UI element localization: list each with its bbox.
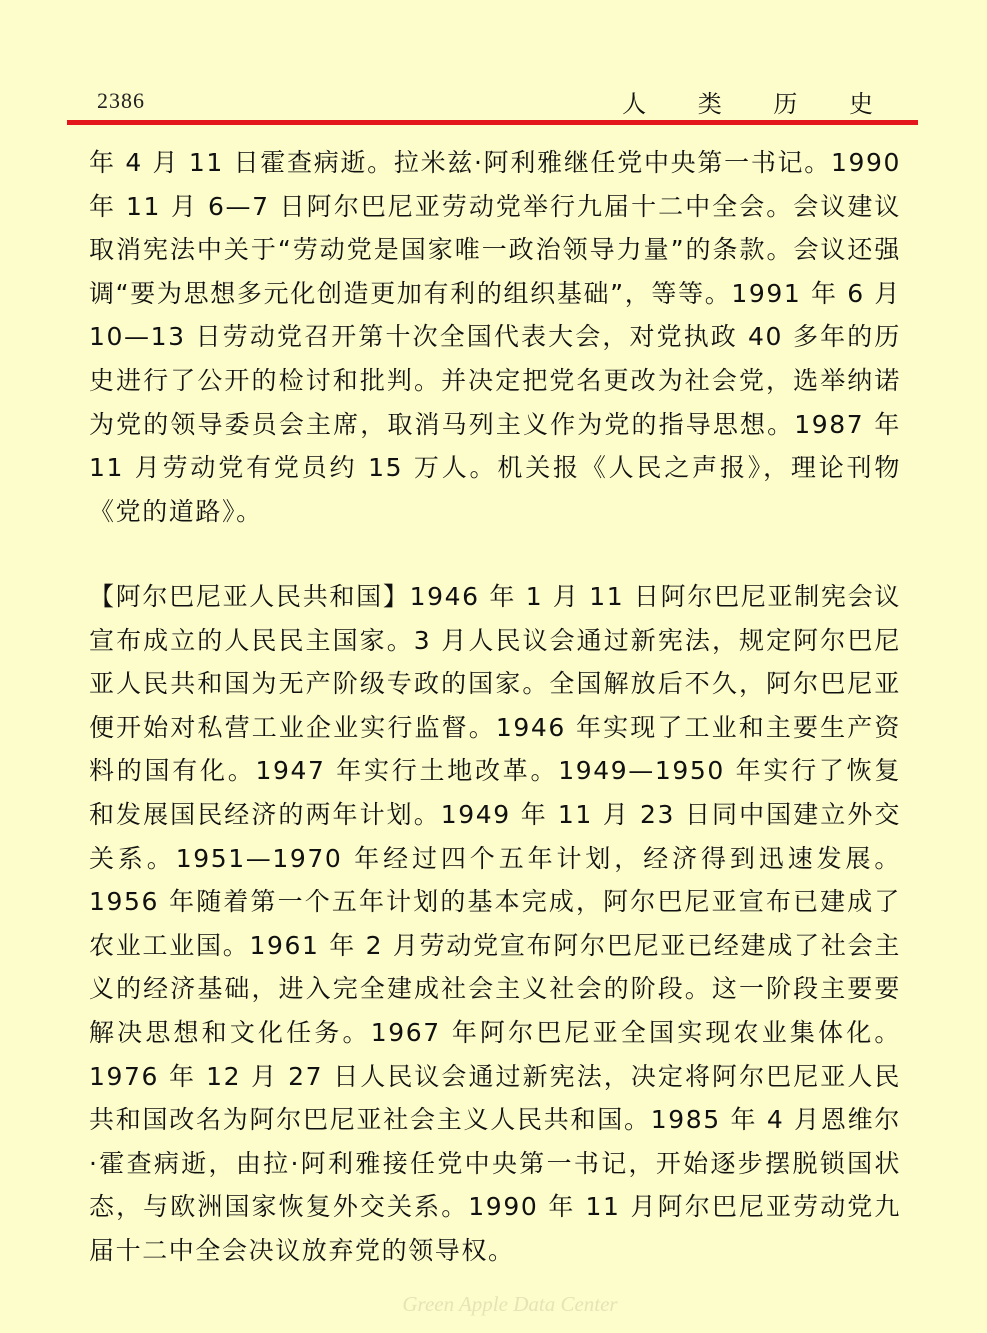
body-paragraph-1: 年 4 月 11 日霍查病逝。拉米兹·阿利雅继任党中央第一书记。1990 年 11 月 6—7 日阿尔巴尼亚劳动党举行九届十二中全会。会议建议取消宪法中关于“劳动党是国家唯一政治领导力量”的条款。会议还强调“要为思想多元化创造更加有利的组织基础”，等等。1991 年 6 月 10—13 日劳动党召开第十次全国代表大会，对党执政 40 多年的历史进行了公开的检讨和批判。并决定把党名更改为社会党，选举纳诺为党的领导委员会主席，取消马列主义作为党的指导思想。1987 年 11 月劳动党有党员约 15 万人。机关报《人民之声报》，理论刊物《党的道路》。 <box>89 148 901 526</box>
body-paragraph-2 <box>89 575 901 1273</box>
header-rule <box>67 120 918 125</box>
entry-term: 【阿尔巴尼亚人民共和国】 <box>89 582 410 611</box>
page-number: 2386 <box>97 88 145 113</box>
running-title: 人 类 历 史 <box>622 90 895 118</box>
watermark: Green Apple Data Center <box>402 1292 618 1316</box>
entry-text: 1946 年 1 月 11 日阿尔巴尼亚制宪会议宣布成立的人民民主国家。3 月人民议会通过新宪法，规定阿尔巴尼亚人民共和国为无产阶级专政的国家。全国解放后不久，阿尔巴尼亚便开始对私营工业企业实行监督。1946 年实现了工业和主要生产资料的国有化。1947 年实行土地改革。1949—1950 年实行了恢复和发展国民经济的两年计划。1949 年 11 月 23 日同中国建立外交关系。1951—1970 年经过四个五年计划，经济得到迅速发展。1956 年随着第一个五年计划的基本完成，阿尔巴尼亚宣布已建成了农业工业国。1961 年 2 月劳动党宣布阿尔巴尼亚已经建成了社会主义的经济基础，进入完全建成社会主义社会的阶段。这一阶段主要要解决思想和文化任务。1967 年阿尔巴尼亚全国实现农业集体化。1976 年 12 月 27 日人民议会通过新宪法，决定将阿尔巴尼亚人民共和国改名为阿尔巴尼亚社会主义人民共和国。1985 年 4 月恩维尔·霍查病逝，由拉·阿利雅接任党中央第一书记，开始逐步摆脱锁国状态，与欧洲国家恢复外交关系。1990 年 11 月阿尔巴尼亚劳动党九届十二中全会决议放弃党的领导权。 <box>89 582 901 1265</box>
